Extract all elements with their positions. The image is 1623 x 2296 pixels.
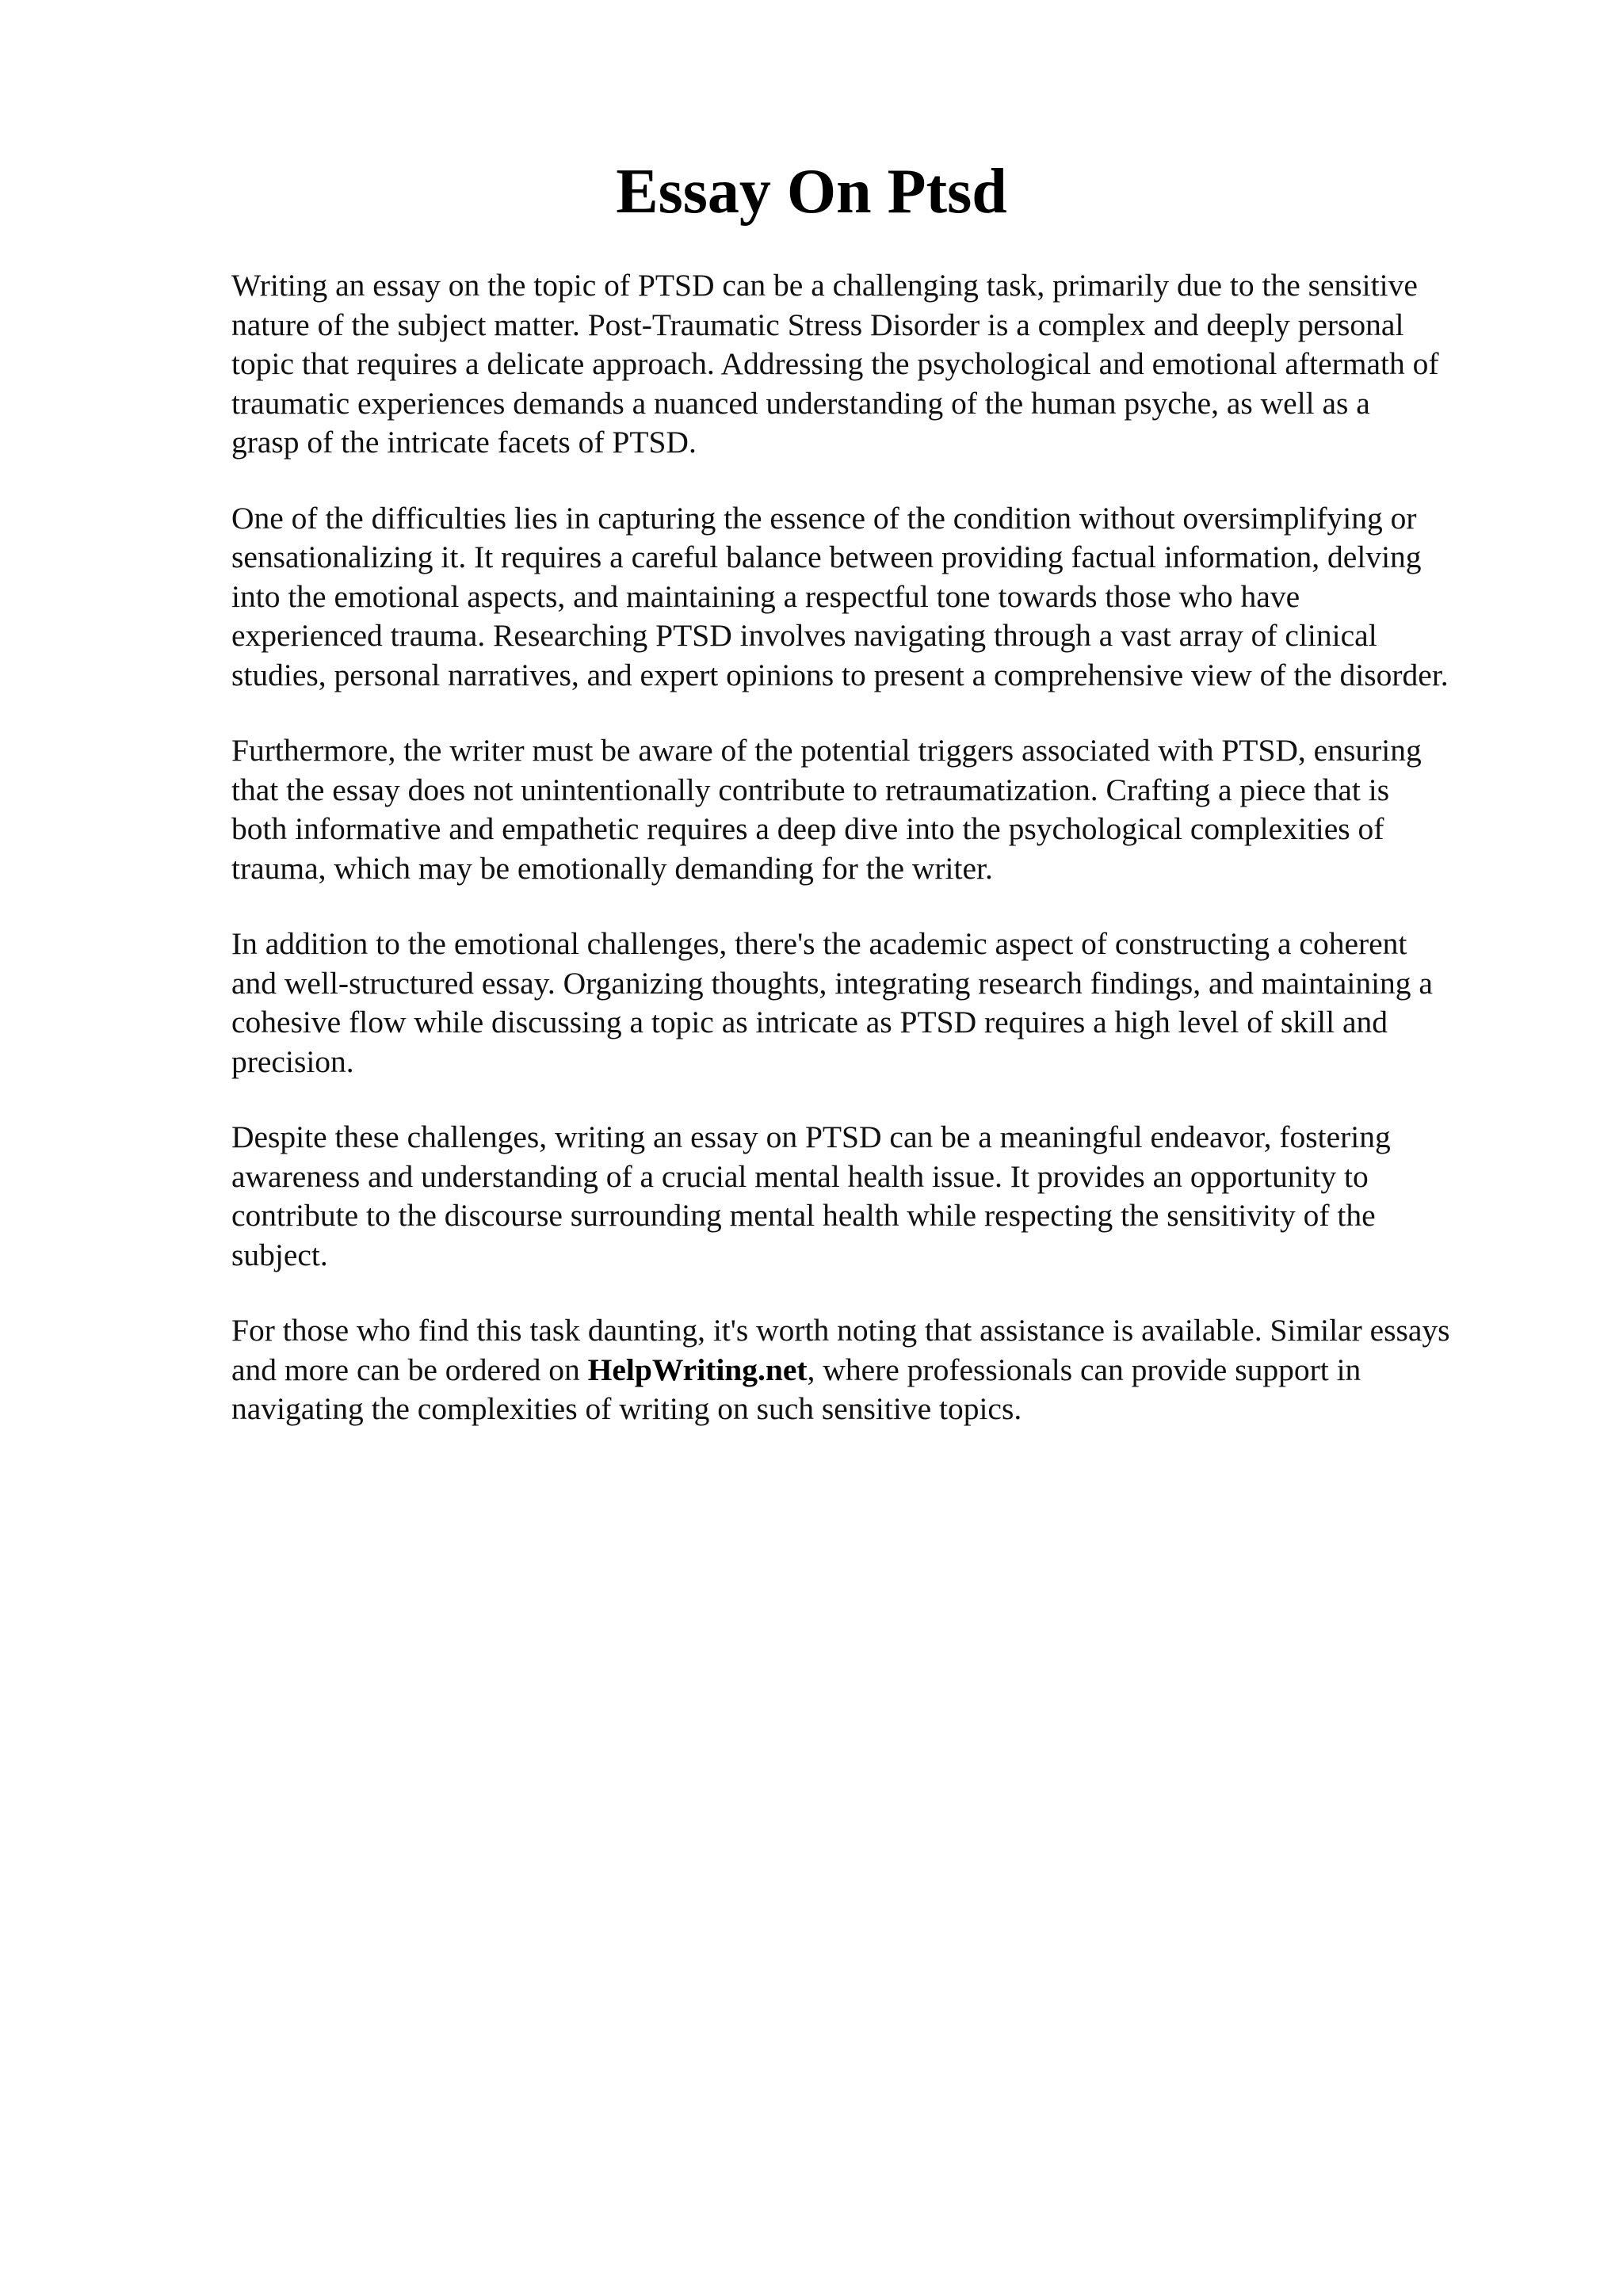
text-line: cohesive flow while discussing a topic as intricate as PTSD requires a high level of skill and	[231, 1005, 1388, 1039]
text-line: both informative and empathetic requires a deep dive into the psychological complexities of	[231, 811, 1384, 846]
text-line: One of the difficulties lies in capturing the essence of the condition without oversimplifying or	[231, 500, 1417, 536]
paragraph-5	[231, 1118, 1531, 1275]
text-line: trauma, which may be emotionally demanding for the writer.	[231, 850, 993, 886]
paragraph-2	[231, 499, 1531, 696]
text-line: navigating the complexities of writing on such sensitive topics.	[231, 1391, 1022, 1426]
essay-body	[231, 266, 1531, 1466]
paragraph-3	[231, 731, 1531, 888]
text-fragment: , where professionals can provide support in	[807, 1352, 1361, 1387]
text-line: precision.	[231, 1043, 354, 1079]
text-line: subject.	[231, 1237, 328, 1272]
text-line: traumatic experiences demands a nuanced understanding of the human psyche, as well as a	[231, 385, 1370, 421]
page-title: Essay On Ptsd	[616, 157, 1007, 227]
text-line: In addition to the emotional challenges, there's the academic aspect of constructing a coherent	[231, 926, 1407, 961]
text-line: grasp of the intricate facets of PTSD.	[231, 425, 697, 460]
text-line: topic that requires a delicate approach. Addressing the psychological and emotional aftermath of	[231, 346, 1439, 381]
text-line: and well-structured essay. Organizing thoughts, integrating research findings, and maintaining a	[231, 965, 1433, 1001]
text-line: Furthermore, the writer must be aware of the potential triggers associated with PTSD, ensuring	[231, 733, 1422, 768]
text-line: studies, personal narratives, and expert opinions to present a comprehensive view of the disorder.	[231, 657, 1449, 692]
text-line-with-link	[231, 1351, 1531, 1390]
closing-paragraph	[231, 1311, 1531, 1429]
text-line: sensationalizing it. It requires a careful balance between providing factual information, delving	[231, 540, 1422, 574]
text-line: contribute to the discourse surrounding mental health while respecting the sensitivity of the	[231, 1198, 1376, 1233]
text-line: into the emotional aspects, and maintaining a respectful tone towards those who have	[231, 578, 1300, 614]
text-line: nature of the subject matter. Post-Traumatic Stress Disorder is a complex and deeply personal	[231, 307, 1404, 342]
text-line: that the essay does not unintentionally contribute to retraumatization. Crafting a piece that is	[231, 772, 1390, 807]
text-line: awareness and understanding of a crucial mental health issue. It provides an opportunity to	[231, 1158, 1369, 1194]
text-line: Writing an essay on the topic of PTSD can be a challenging task, primarily due to the sensitive	[231, 268, 1418, 303]
paragraph-4	[231, 925, 1531, 1081]
text-line: experienced trauma. Researching PTSD involves navigating through a vast array of clinical	[231, 618, 1377, 653]
text-fragment: and more can be ordered on	[231, 1352, 588, 1387]
paragraph-1	[231, 266, 1531, 463]
text-line: For those who find this task daunting, it's worth noting that assistance is available. Similar essays	[231, 1313, 1450, 1348]
helpwriting-link[interactable]: HelpWriting.net	[587, 1352, 808, 1387]
text-line: Despite these challenges, writing an essay on PTSD can be a meaningful endeavor, fostering	[231, 1119, 1391, 1154]
